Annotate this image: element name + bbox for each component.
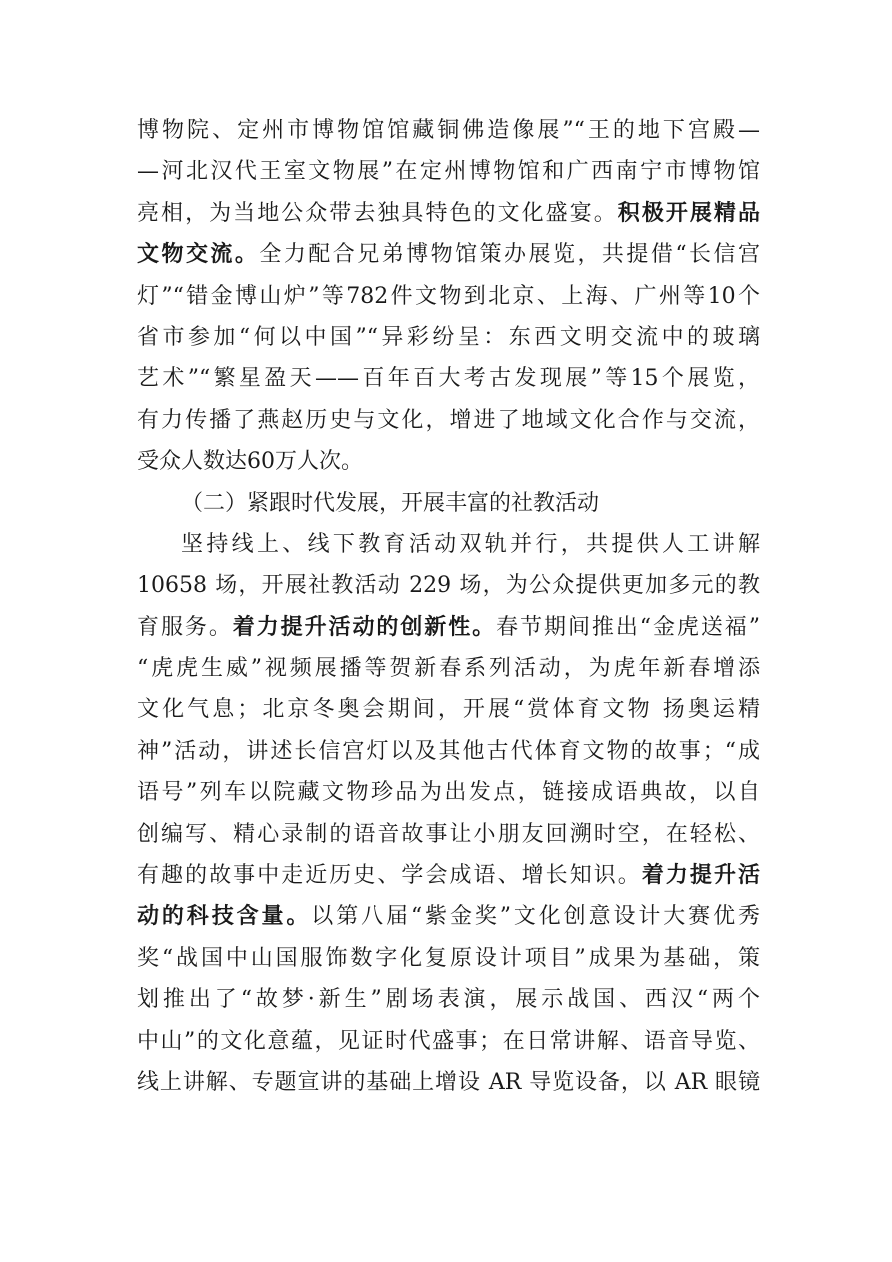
- text-run: 育服务。: [137, 614, 233, 640]
- paragraph-education: [137, 524, 760, 1103]
- text-line: —河北汉代王室文物展”在定州博物馆和广西南宁市博物馆: [137, 159, 760, 185]
- text-line: 神”活动，讲述长信宫灯以及其他古代体育文物的故事；“成: [137, 738, 760, 764]
- text-run: 春节期间推出“金虎送福”: [496, 614, 760, 640]
- bold-phrase: 动的科技含量。: [137, 904, 312, 930]
- text-run: 亮相，为当地公众带去独具特色的文化盛宴。: [137, 200, 618, 226]
- bold-phrase: 着力提升活: [641, 863, 760, 889]
- text-line: 博物院、定州市博物馆馆藏铜佛造像展”“王的地下宫殿—: [137, 118, 760, 143]
- document-page: [137, 110, 760, 1103]
- bold-phrase: 文物交流。: [137, 242, 260, 268]
- text-line: [137, 607, 760, 648]
- text-line: 中山”的文化意蕴，见证时代盛事；在日常讲解、语音导览、: [137, 1028, 760, 1054]
- text-line: 省市参加“何以中国”“异彩纷呈：东西文明交流中的玻璃: [137, 324, 760, 350]
- text-line: 灯”“错金博山炉”等782件文物到北京、上海、广州等10个: [137, 283, 760, 309]
- text-line: 文化气息；北京冬奥会期间，开展“赏体育文物 扬奥运精: [137, 697, 760, 723]
- text-line: 艺术”“繁星盈天——百年百大考古发现展”等15个展览，: [137, 366, 760, 392]
- bold-phrase: 着力提升活动的创新性。: [232, 614, 497, 640]
- text-line: 线上讲解、专题宣讲的基础上增设 AR 导览设备，以 AR 眼镜: [137, 1069, 760, 1095]
- text-line: [137, 855, 760, 896]
- text-line: [137, 193, 760, 234]
- section-heading: （二）紧跟时代发展，开展丰富的社教活动: [181, 490, 600, 516]
- text-line: 奖“战国中山国服饰数字化复原设计项目”成果为基础，策: [137, 945, 760, 971]
- text-run: 以第八届“紫金奖”文化创意设计大赛优秀: [311, 904, 760, 930]
- text-line: 语号”列车以院藏文物珍品为出发点，链接成语典故，以自: [137, 780, 760, 806]
- text-line: 创编写、精心录制的语音故事让小朋友回溯时空，在轻松、: [137, 821, 760, 847]
- text-line: [137, 234, 760, 275]
- text-line: 划推出了“故梦·新生”剧场表演，展示战国、西汉“两个: [137, 987, 760, 1013]
- text-line: 受众人数达60万人次。: [137, 449, 363, 475]
- text-line: [137, 896, 760, 937]
- text-line: 10658 场，开展社教活动 229 场，为公众提供更加多元的教: [137, 573, 760, 599]
- text-run: 全力配合兄弟博物馆策办展览，共提借“长信宫: [259, 242, 760, 268]
- bold-phrase: 积极开展精品: [617, 200, 760, 226]
- text-line: 坚持线上、线下教育活动双轨并行，共提供人工讲解: [181, 531, 760, 557]
- paragraph-exhibitions: [137, 110, 760, 483]
- text-line: “虎虎生威”视频展播等贺新春系列活动，为虎年新春增添: [137, 656, 760, 682]
- text-run: 有趣的故事中走近历史、学会成语、增长知识。: [137, 863, 642, 889]
- text-line: 有力传播了燕赵历史与文化，增进了地域文化合作与交流，: [137, 407, 760, 433]
